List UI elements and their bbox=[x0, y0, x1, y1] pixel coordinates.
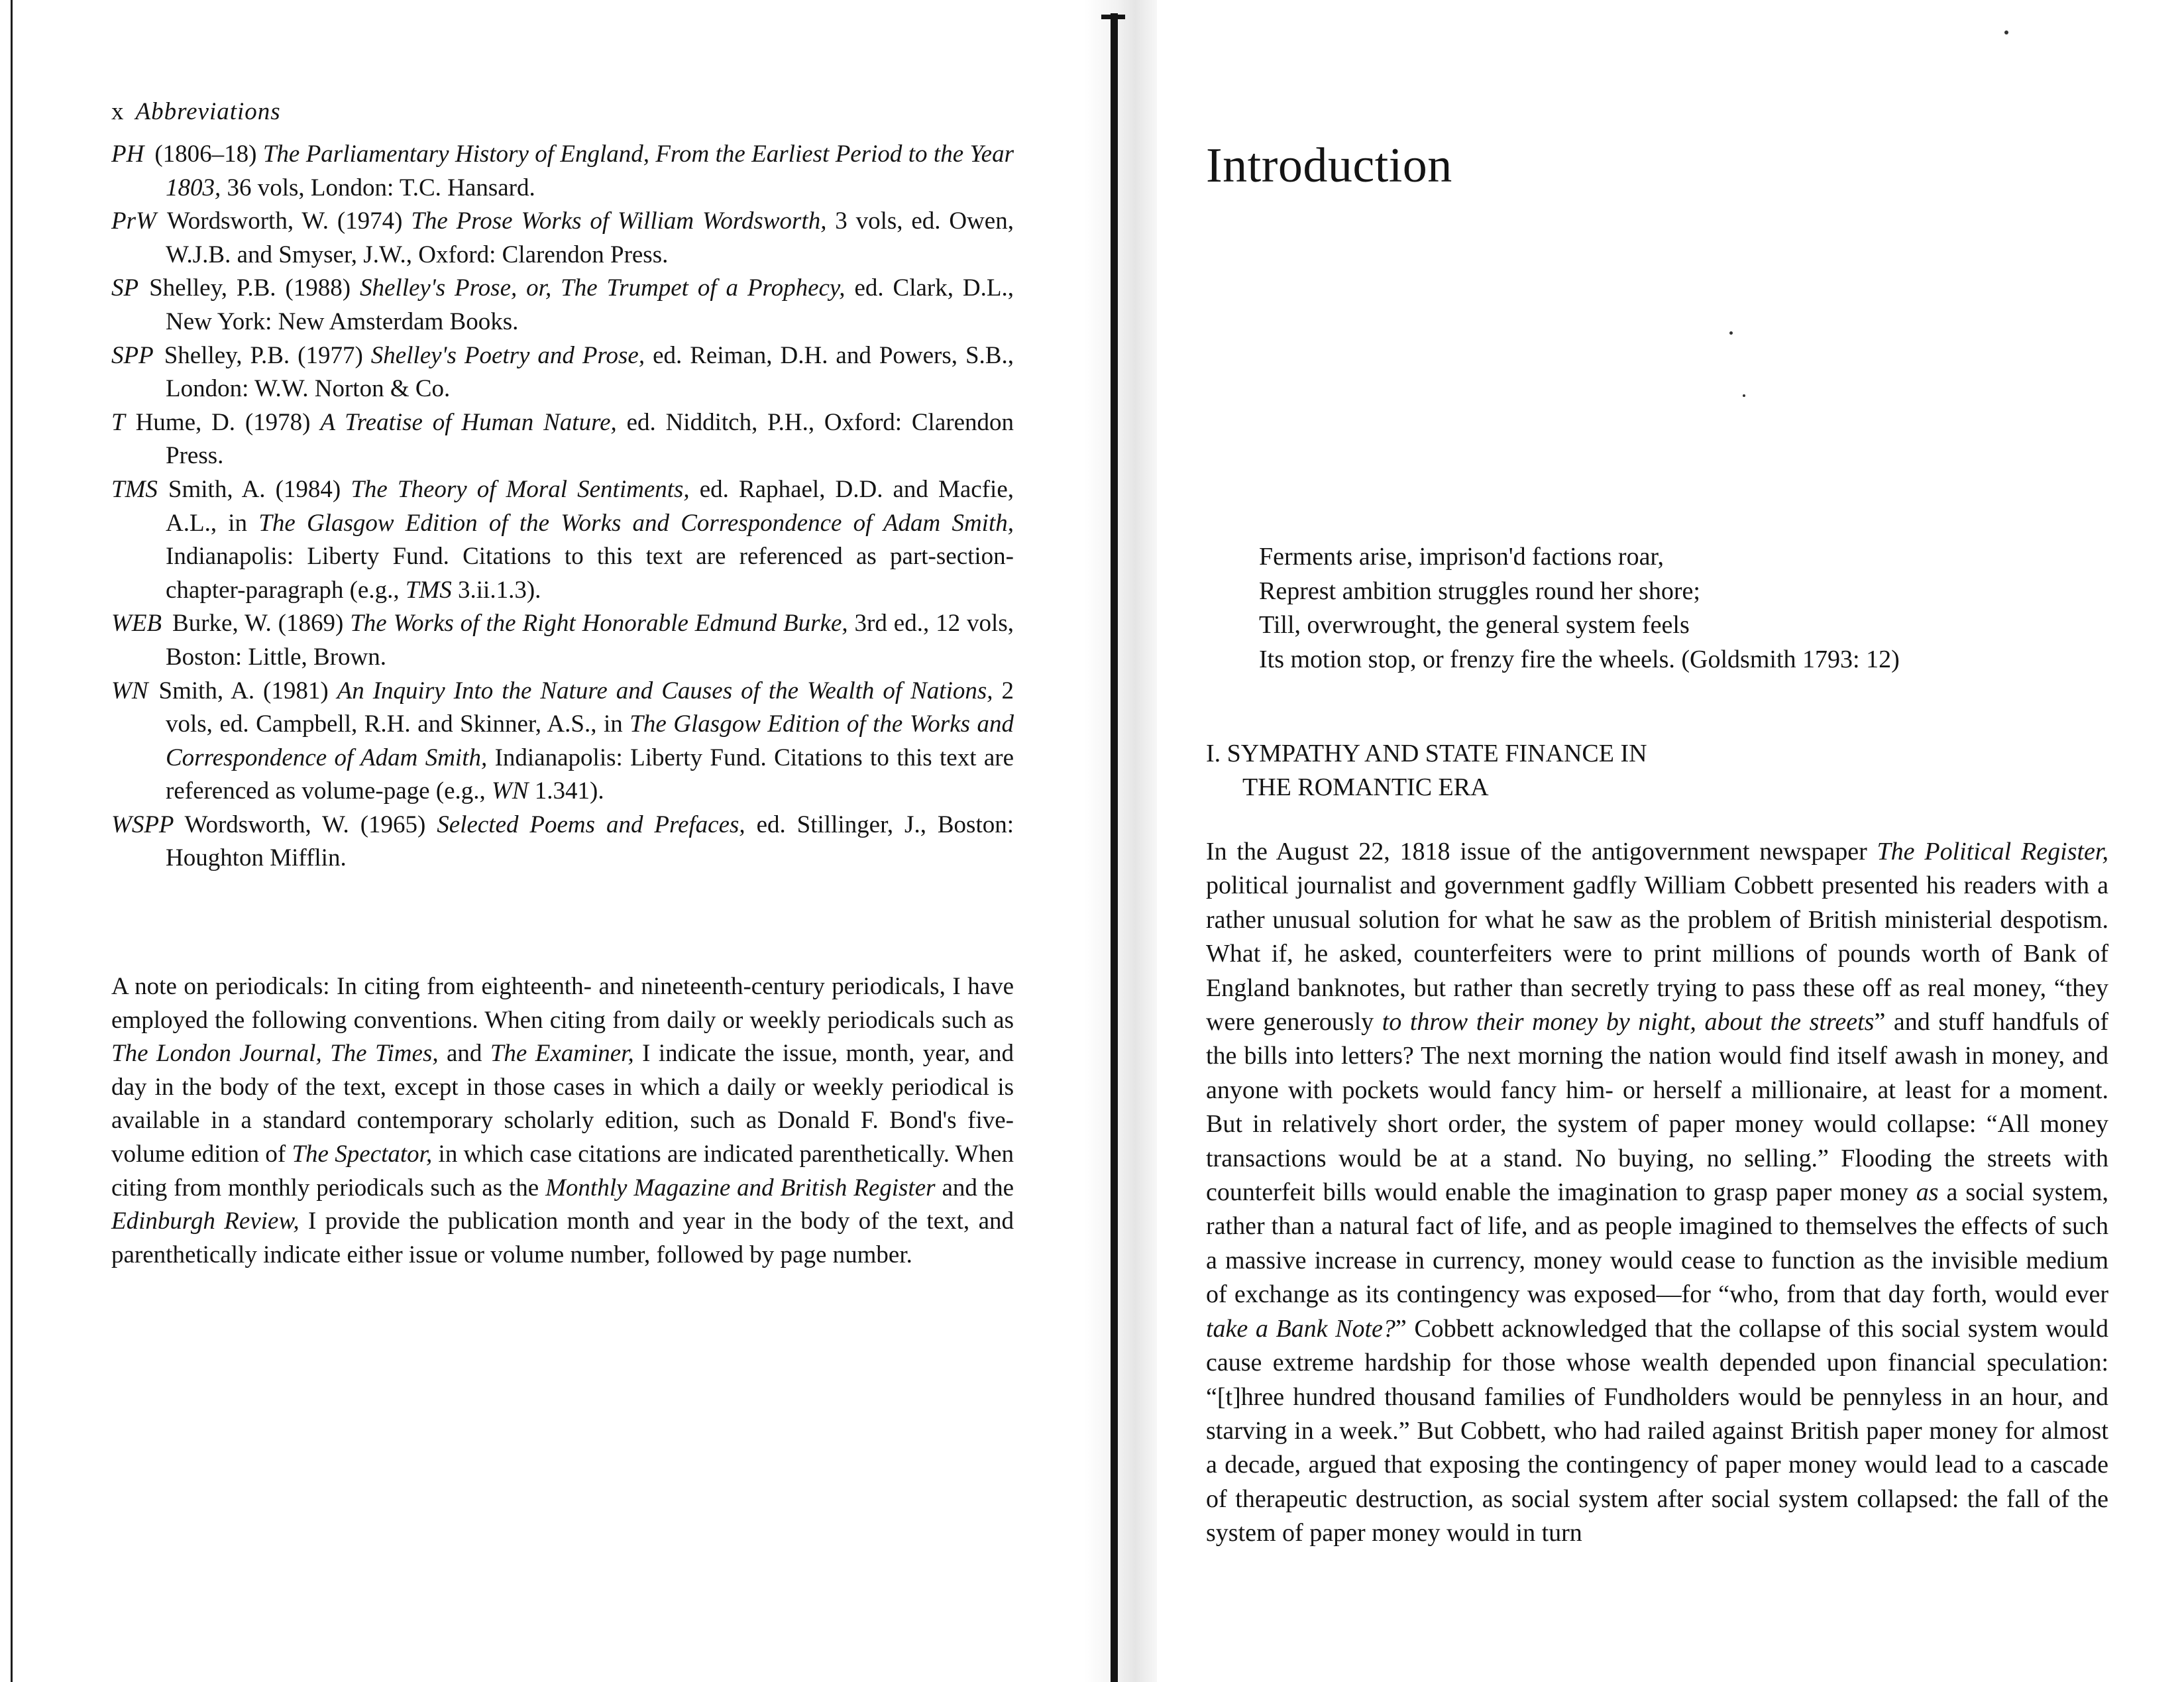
entry-details: 3 vols, ed. Owen, W.J.B. and Smyser, J.W., Oxford: Clarendon Press. bbox=[166, 207, 1014, 268]
body-text: political journalist and government gadfly William Cobbett presented his readers with a rather unusual solution for what he saw as the problem of British ministerial despotism. What if, he asked, counterfeiters were to print millions of pounds worth of Bank of England banknotes, but rather than secretly trying to pass these off as real money, “they were generously bbox=[1206, 871, 2108, 1037]
chapter-title: Introduction bbox=[1206, 139, 1452, 193]
entry-citation-code: TMS bbox=[405, 576, 452, 604]
note-italic: The Examiner, bbox=[490, 1040, 634, 1068]
abbreviation-entry bbox=[111, 473, 1014, 607]
abbreviation-entry bbox=[111, 809, 1014, 875]
entry-title: The Parliamentary History of England, From the Earliest Period to the Year 1803, bbox=[166, 140, 1014, 201]
note-text: in which case citations are indicated parenthetically. When citing from monthly periodicals such as the bbox=[111, 1140, 1014, 1202]
note-italic: The London Journal, The Times, bbox=[111, 1040, 439, 1068]
abbreviation-entry bbox=[111, 675, 1014, 809]
entry-author: (1806–18) bbox=[154, 140, 263, 168]
entry-title: Shelley's Poetry and Prose, bbox=[370, 341, 645, 369]
section-heading bbox=[1206, 737, 1647, 805]
running-head-title: Abbreviations bbox=[135, 98, 281, 125]
entry-author: Smith, A. (1981) bbox=[158, 677, 337, 704]
entry-citation-code: WN bbox=[492, 777, 529, 805]
entry-title: The Works of the Right Honorable Edmund Burke, bbox=[350, 610, 848, 638]
entry-details: ed. Reiman, D.H. and Powers, S.B., London: W.W. Norton & Co. bbox=[166, 341, 1014, 403]
entry-author: Burke, W. (1869) bbox=[172, 610, 351, 638]
entry-details: 2 vols, ed. Campbell, R.H. and Skinner, A.S., in bbox=[166, 677, 1014, 738]
entry-collection-title: The Glasgow Edition of the Works and Correspondence of Adam Smith, bbox=[258, 509, 1014, 537]
abbreviation-code: SP bbox=[111, 274, 139, 302]
epigraph-line: Till, overwrought, the general system feels bbox=[1259, 611, 1690, 639]
body-italic: as bbox=[1916, 1178, 1939, 1207]
body-text: ” Cobbett acknowledged that the collapse of this social system would cause extreme hardship for those whose wealth depended upon financial speculation: “[t]hree hundred thousand families of Fundholders would be pennyless in an hour, and starving in a week.” But Cobbett, who had railed against British paper money for almost a decade, argued that exposing the contingency of paper money would lead to a cascade of therapeutic destruction, as social system after social system collapsed: the fall of the system of paper money would in turn bbox=[1206, 1314, 2109, 1547]
note-text: I indicate the issue, month, year, and day in the body of the text, except in those cases in which a daily or weekly periodical is available in a standard contemporary scholarly edition, such as Donald F. Bond's five-volume edition of bbox=[111, 1040, 1014, 1168]
periodicals-note bbox=[111, 970, 1014, 1272]
abbreviation-code: WSPP bbox=[111, 811, 174, 838]
entry-details: 36 vols, London: T.C. Hansard. bbox=[221, 174, 535, 201]
note-text: and the bbox=[935, 1174, 1014, 1202]
body-text: ” and stuff handfuls of the bills into letters? The next morning the nation would find itself awash in money, and anyone with pockets would fancy him- or herself a millionaire, at least for a moment. But in relatively short order, the system of paper money would collapse: “All money transactions would be at a stand. No buying, no selling.” Flooding the streets with counterfeit bills would enable the imagination to grasp paper money bbox=[1206, 1008, 2108, 1207]
note-italic: The Spectator, bbox=[292, 1140, 433, 1168]
note-text: and bbox=[438, 1040, 490, 1068]
abbreviation-code: T bbox=[111, 408, 125, 436]
abbreviation-code: WEB bbox=[111, 610, 162, 638]
entry-author: Shelley, P.B. (1977) bbox=[164, 341, 371, 369]
entry-citation-note: Indianapolis: Liberty Fund. Citations to this text are referenced as part-section-chapter-paragraph (e.g., bbox=[166, 543, 1014, 604]
note-italic: Edinburgh Review, bbox=[111, 1207, 300, 1235]
body-paragraph bbox=[1206, 835, 2108, 1551]
entry-title: The Theory of Moral Sentiments, bbox=[351, 475, 690, 503]
abbreviation-code: TMS bbox=[111, 475, 158, 503]
entry-title: Selected Poems and Prefaces, bbox=[437, 811, 745, 838]
note-italic: Monthly Magazine and British Register bbox=[545, 1174, 936, 1202]
body-text: a social system, rather than a natural fact of life, and as people imagined to themselves the effects of such a massive increase in currency, money would cease to function as the invisible medium of exchange as its contingency was exposed—for “who, from that day forth, would ever bbox=[1206, 1178, 2109, 1309]
note-text: A note on periodicals: In citing from eighteenth- and nineteenth-century periodicals, I have employed the following conventions. When citing from daily or weekly periodicals such as bbox=[111, 973, 1014, 1034]
epigraph bbox=[1259, 540, 2147, 677]
entry-title: A Treatise of Human Nature, bbox=[320, 408, 617, 436]
entry-author: Hume, D. (1978) bbox=[135, 408, 321, 436]
abbreviations-list bbox=[111, 138, 1014, 875]
abbreviation-entry bbox=[111, 607, 1014, 674]
entry-details: ed. Stillinger, J., Boston: Houghton Mifflin. bbox=[166, 811, 1014, 872]
section-heading-line: I. SYMPATHY AND STATE FINANCE IN bbox=[1206, 740, 1647, 767]
abbreviation-code: PrW bbox=[111, 207, 156, 235]
abbreviation-entry bbox=[111, 406, 1014, 473]
scan-speck bbox=[2004, 30, 2008, 34]
abbreviation-code: WN bbox=[111, 677, 148, 704]
epigraph-line: Ferments arise, imprison'd factions roar, bbox=[1259, 543, 1665, 571]
abbreviation-entry bbox=[111, 138, 1014, 205]
entry-author: Shelley, P.B. (1988) bbox=[149, 274, 360, 302]
entry-author: Smith, A. (1984) bbox=[168, 475, 351, 503]
scan-speck bbox=[1743, 394, 1745, 397]
entry-title: An Inquiry Into the Nature and Causes of the Wealth of Nations, bbox=[337, 677, 993, 704]
entry-collection-title: The Glasgow Edition of the Works and Correspondence of Adam Smith, bbox=[166, 710, 1014, 771]
entry-details: ed. Clark, D.L., New York: New Amsterdam Books. bbox=[166, 274, 1014, 335]
scan-speck bbox=[1729, 331, 1733, 335]
entry-citation-example: 3.ii.1.3). bbox=[451, 576, 541, 604]
entry-title: Shelley's Prose, or, The Trumpet of a Prophecy, bbox=[360, 274, 846, 302]
body-text: In the August 22, 1818 issue of the antigovernment newspaper bbox=[1206, 838, 1877, 866]
entry-details: ed. Raphael, D.D. and Macfie, A.L., in bbox=[166, 475, 1014, 537]
page-number: x bbox=[111, 98, 124, 125]
entry-title: The Prose Works of William Wordsworth, bbox=[411, 207, 827, 235]
entry-citation-note: Indianapolis: Liberty Fund. Citations to this text are referenced as volume-page (e.g., bbox=[166, 744, 1014, 805]
entry-author: Wordsworth, W. (1974) bbox=[166, 207, 411, 235]
epigraph-line: Represt ambition struggles round her shore; bbox=[1259, 577, 1700, 605]
book-spine bbox=[1111, 13, 1118, 1682]
abbreviation-entry bbox=[111, 339, 1014, 406]
entry-citation-example: 1.341). bbox=[528, 777, 604, 805]
entry-details: 3rd ed., 12 vols, Boston: Little, Brown. bbox=[166, 610, 1014, 671]
abbreviation-code: SPP bbox=[111, 341, 154, 369]
section-heading-line: THE ROMANTIC ERA bbox=[1242, 773, 1489, 801]
abbreviation-code: PH bbox=[111, 140, 144, 168]
abbreviation-entry bbox=[111, 205, 1014, 272]
abbreviation-entry bbox=[111, 272, 1014, 339]
epigraph-line: Its motion stop, or frenzy fire the wheels. (Goldsmith 1793: 12) bbox=[1259, 645, 1900, 673]
body-italic: to throw their money by night, about the streets bbox=[1382, 1008, 1875, 1037]
entry-author: Wordsworth, W. (1965) bbox=[184, 811, 437, 838]
body-italic: take a Bank Note? bbox=[1206, 1314, 1395, 1343]
body-italic: The Political Register, bbox=[1877, 838, 2108, 866]
note-text: I provide the publication month and year in the body of the text, and parenthetically indicate either issue or volume number, followed by page number. bbox=[111, 1207, 1014, 1268]
running-head bbox=[111, 96, 281, 128]
entry-details: ed. Nidditch, P.H., Oxford: Clarendon Press. bbox=[166, 408, 1014, 470]
